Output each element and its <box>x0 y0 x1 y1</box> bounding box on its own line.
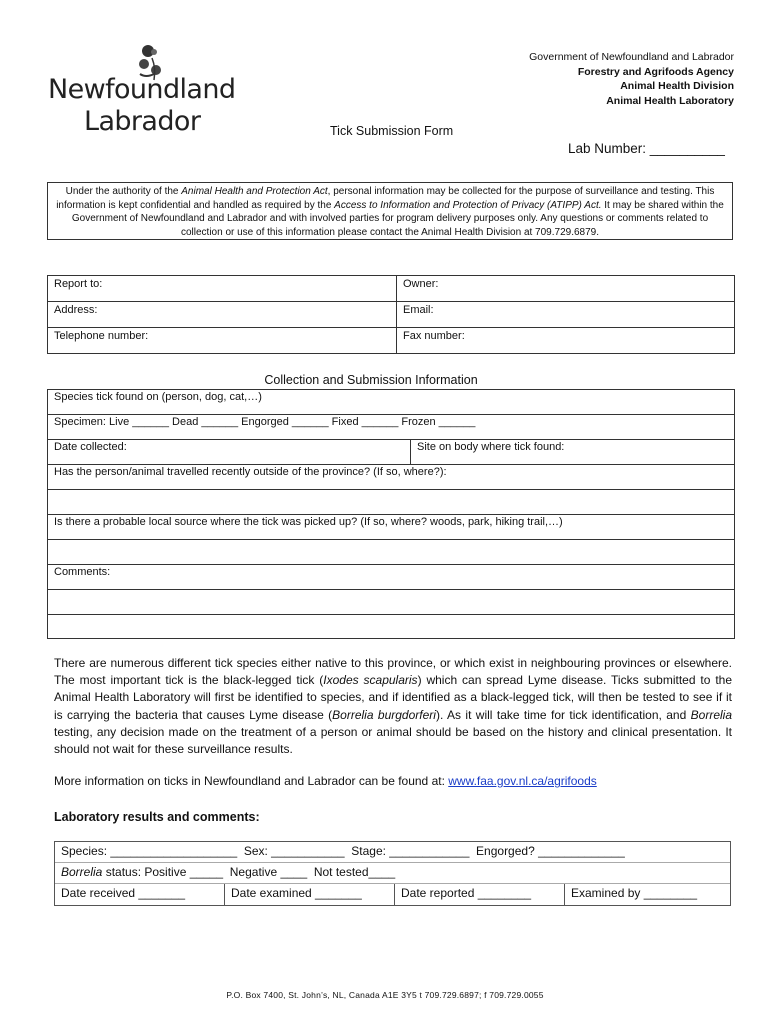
para-italic-1: Ixodes scapularis <box>323 673 418 688</box>
para-text-2: ) which can spread Lyme disease. Ticks submitted to the Animal Health Laboratory will first be identified to species, and if identified as a black-legged tick, will then be tested to see if it is carrying the bacteria that causes Lyme disease ( <box>54 673 732 722</box>
notice-text-3: It may be shared within the Government of Newfoundland and Labrador and with involved parties for program delivery purposes only. Any questions or comments related to collection or use of this information please contact the Animal Health Division at 709.729.6879. <box>71 199 724 238</box>
form-title: Tick Submission Form <box>330 124 454 138</box>
travelled-answer-line[interactable] <box>47 489 735 514</box>
privacy-notice <box>47 182 733 240</box>
email-field[interactable] <box>397 302 735 328</box>
report-to-label: Report to: <box>54 278 103 290</box>
lab-results-table <box>54 841 731 906</box>
notice-act-2: Access to Information and Protection of Privacy (ATIPP) Act. <box>334 199 602 211</box>
more-info <box>54 774 597 788</box>
local-source-question <box>47 514 735 539</box>
fax-label: Fax number: <box>403 330 465 342</box>
more-info-text: More information on ticks in Newfoundland and Labrador can be found at: <box>54 774 449 788</box>
contact-table <box>47 275 735 354</box>
local-source-label: Is there a probable local source where the tick was picked up? (If so, where? woods, park, hiking trail,…) <box>54 516 563 528</box>
date-collected-field[interactable]: Date collected: <box>54 441 127 453</box>
laboratory-name: Animal Health Laboratory <box>606 94 734 107</box>
agency-name: Forestry and Agrifoods Agency <box>577 65 734 78</box>
department-header <box>529 50 734 108</box>
date-examined-field[interactable]: Date examined _______ <box>225 884 395 905</box>
comments-field[interactable] <box>47 564 735 589</box>
para-text-4: testing, any decision made on the treatment of a person or animal should be based on the history and clinical presentation. It should not wait for these surveillance results. <box>54 724 732 757</box>
address-label: Address: <box>54 304 98 316</box>
para-text-3: ). As it will take time for tick identification, and <box>435 707 691 722</box>
borrelia-status: status: Positive _____ Negative ____ Not tested____ <box>102 865 396 879</box>
lab-results-title: Laboratory results and comments: <box>54 810 260 824</box>
date-received-field[interactable]: Date received _______ <box>55 884 225 905</box>
government-logo <box>48 40 248 140</box>
lab-number-field[interactable]: Lab Number: __________ <box>568 141 725 156</box>
notice-text-1: Under the authority of the <box>65 186 182 197</box>
comments-label: Comments: <box>54 566 111 578</box>
tick-info-paragraph <box>54 655 732 758</box>
telephone-label: Telephone number: <box>54 330 149 342</box>
para-italic-3: Borrelia <box>690 707 733 722</box>
owner-field[interactable] <box>397 276 735 302</box>
government-name: Government of Newfoundland and Labrador <box>529 51 734 63</box>
examined-by-field[interactable]: Examined by ________ <box>571 886 698 900</box>
para-text-1: There are numerous different tick species either native to this province, or which exist in neighbouring provinces or elsewhere. The most important tick is the black-legged tick ( <box>54 656 732 688</box>
site-on-body-field[interactable]: Site on body where tick found: <box>410 440 564 464</box>
travelled-question <box>47 464 735 489</box>
species-field[interactable] <box>47 389 735 414</box>
para-italic-2: Borrelia burgdorferi <box>332 707 436 722</box>
specimen-field[interactable] <box>47 414 735 439</box>
specimen-label: Specimen: Live ______ Dead ______ Engorged ______ Fixed ______ Frozen ______ <box>54 416 476 428</box>
species-label: Species tick found on (person, dog, cat,…) <box>54 391 262 403</box>
logo-text-line2: Labrador <box>84 106 201 137</box>
comments-line-1[interactable] <box>47 589 735 614</box>
collection-section-title: Collection and Submission Information <box>264 373 478 387</box>
owner-label: Owner: <box>403 278 439 290</box>
notice-act-1: Animal Health and Protection Act <box>181 186 328 197</box>
report-to-field[interactable] <box>48 276 397 302</box>
address-field[interactable] <box>48 302 397 328</box>
borrelia-label: Borrelia <box>61 865 103 879</box>
collection-form <box>47 389 735 639</box>
travelled-label: Has the person/animal travelled recently outside of the province? (If so, where?): <box>54 466 447 478</box>
notice-text-2: , personal information may be collected for the purpose of surveillance and testing. This information is kept confidential and handled as required by the <box>56 186 715 211</box>
fax-field[interactable] <box>397 328 735 354</box>
division-name: Animal Health Division <box>620 80 734 92</box>
date-site-row <box>47 439 735 464</box>
agrifoods-link[interactable]: www.faa.gov.nl.ca/agrifoods <box>448 774 597 788</box>
footer-address: P.O. Box 7400, St. John’s, NL, Canada A1E 3Y5 t 709.729.6897; f 709.729.0055 <box>226 990 544 1000</box>
logo-text-line1: Newfoundland <box>48 74 236 105</box>
results-row-species[interactable]: Species: ___________________ Sex: ___________ Stage: ____________ Engorged? _____________ <box>55 842 730 863</box>
local-source-answer-line[interactable] <box>47 539 735 564</box>
email-label: Email: <box>403 304 434 316</box>
telephone-field[interactable] <box>48 328 397 354</box>
date-reported-field[interactable]: Date reported ________ <box>395 884 565 905</box>
results-row-dates <box>55 884 730 905</box>
comments-line-2[interactable] <box>47 614 735 639</box>
results-row-borrelia[interactable] <box>55 863 730 884</box>
